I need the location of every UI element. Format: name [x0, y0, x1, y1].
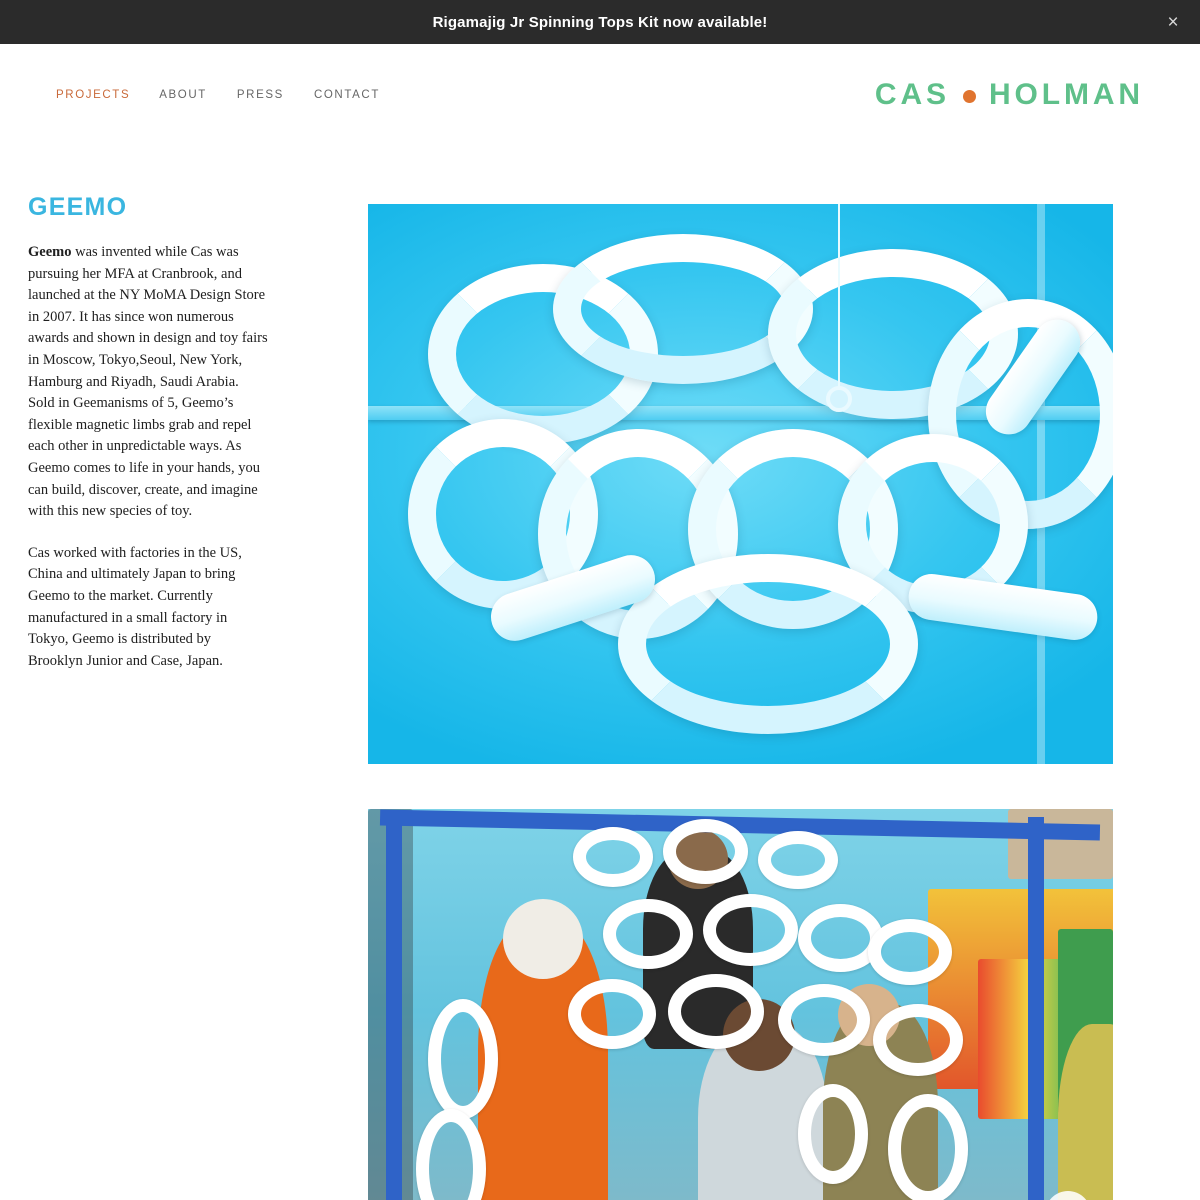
project-paragraph-1-body: was invented while Cas was pursuing her MFA at Cranbrook, and launched at the NY MoMA Design Store in 2007. It has since won numerous awards and shown in design and toy fairs in Moscow, Tokyo,Seoul, New York, Hamburg and Riyadh, Saudi Arabia. Sold in Geemanisms of 5, Geemo’s flexible magnetic limbs grab and repel each other in unpredictable ways. As Geemo comes to life in your hands, you can build, discover, create, and imagine with this new species of toy. — [28, 244, 268, 520]
project-media-column — [300, 146, 1200, 1200]
announcement-text: Rigamajig Jr Spinning Tops Kit now available! — [432, 13, 768, 31]
geemo-fair-video[interactable] — [368, 809, 1113, 1200]
geemo-fair-video-thumbnail — [368, 809, 1113, 1200]
geemo-hanging-photo-image — [368, 204, 1113, 764]
site-logo[interactable] — [875, 80, 1145, 110]
page-main — [0, 146, 1200, 1200]
primary-navigation — [56, 83, 402, 107]
nav-item-press[interactable]: PRESS — [236, 89, 284, 101]
nav-item-projects[interactable]: PROJECTS — [56, 89, 131, 101]
logo-text-holman: HOLMAN — [988, 78, 1144, 111]
close-icon[interactable]: × — [1167, 11, 1179, 33]
project-description-column — [0, 146, 300, 1200]
project-paragraph-1 — [28, 242, 268, 523]
page-title: GEEMO — [28, 193, 128, 221]
circle-dot-icon — [963, 90, 976, 103]
logo-text-cas: CAS — [874, 78, 950, 111]
nav-item-contact[interactable]: CONTACT — [313, 89, 380, 101]
nav-item-about[interactable]: ABOUT — [159, 89, 207, 101]
project-paragraph-2: Cas worked with factories in the US, China and ultimately Japan to bring Geemo to the market. Currently manufactured in a small factory in Tokyo, Geemo is distributed by Brooklyn Junior and Case, Japan. — [28, 544, 242, 669]
geemo-hanging-photo — [368, 204, 1113, 764]
site-header — [0, 44, 1200, 146]
announcement-bar — [0, 0, 1200, 44]
project-paragraph-1-lead: Geemo — [28, 244, 72, 260]
